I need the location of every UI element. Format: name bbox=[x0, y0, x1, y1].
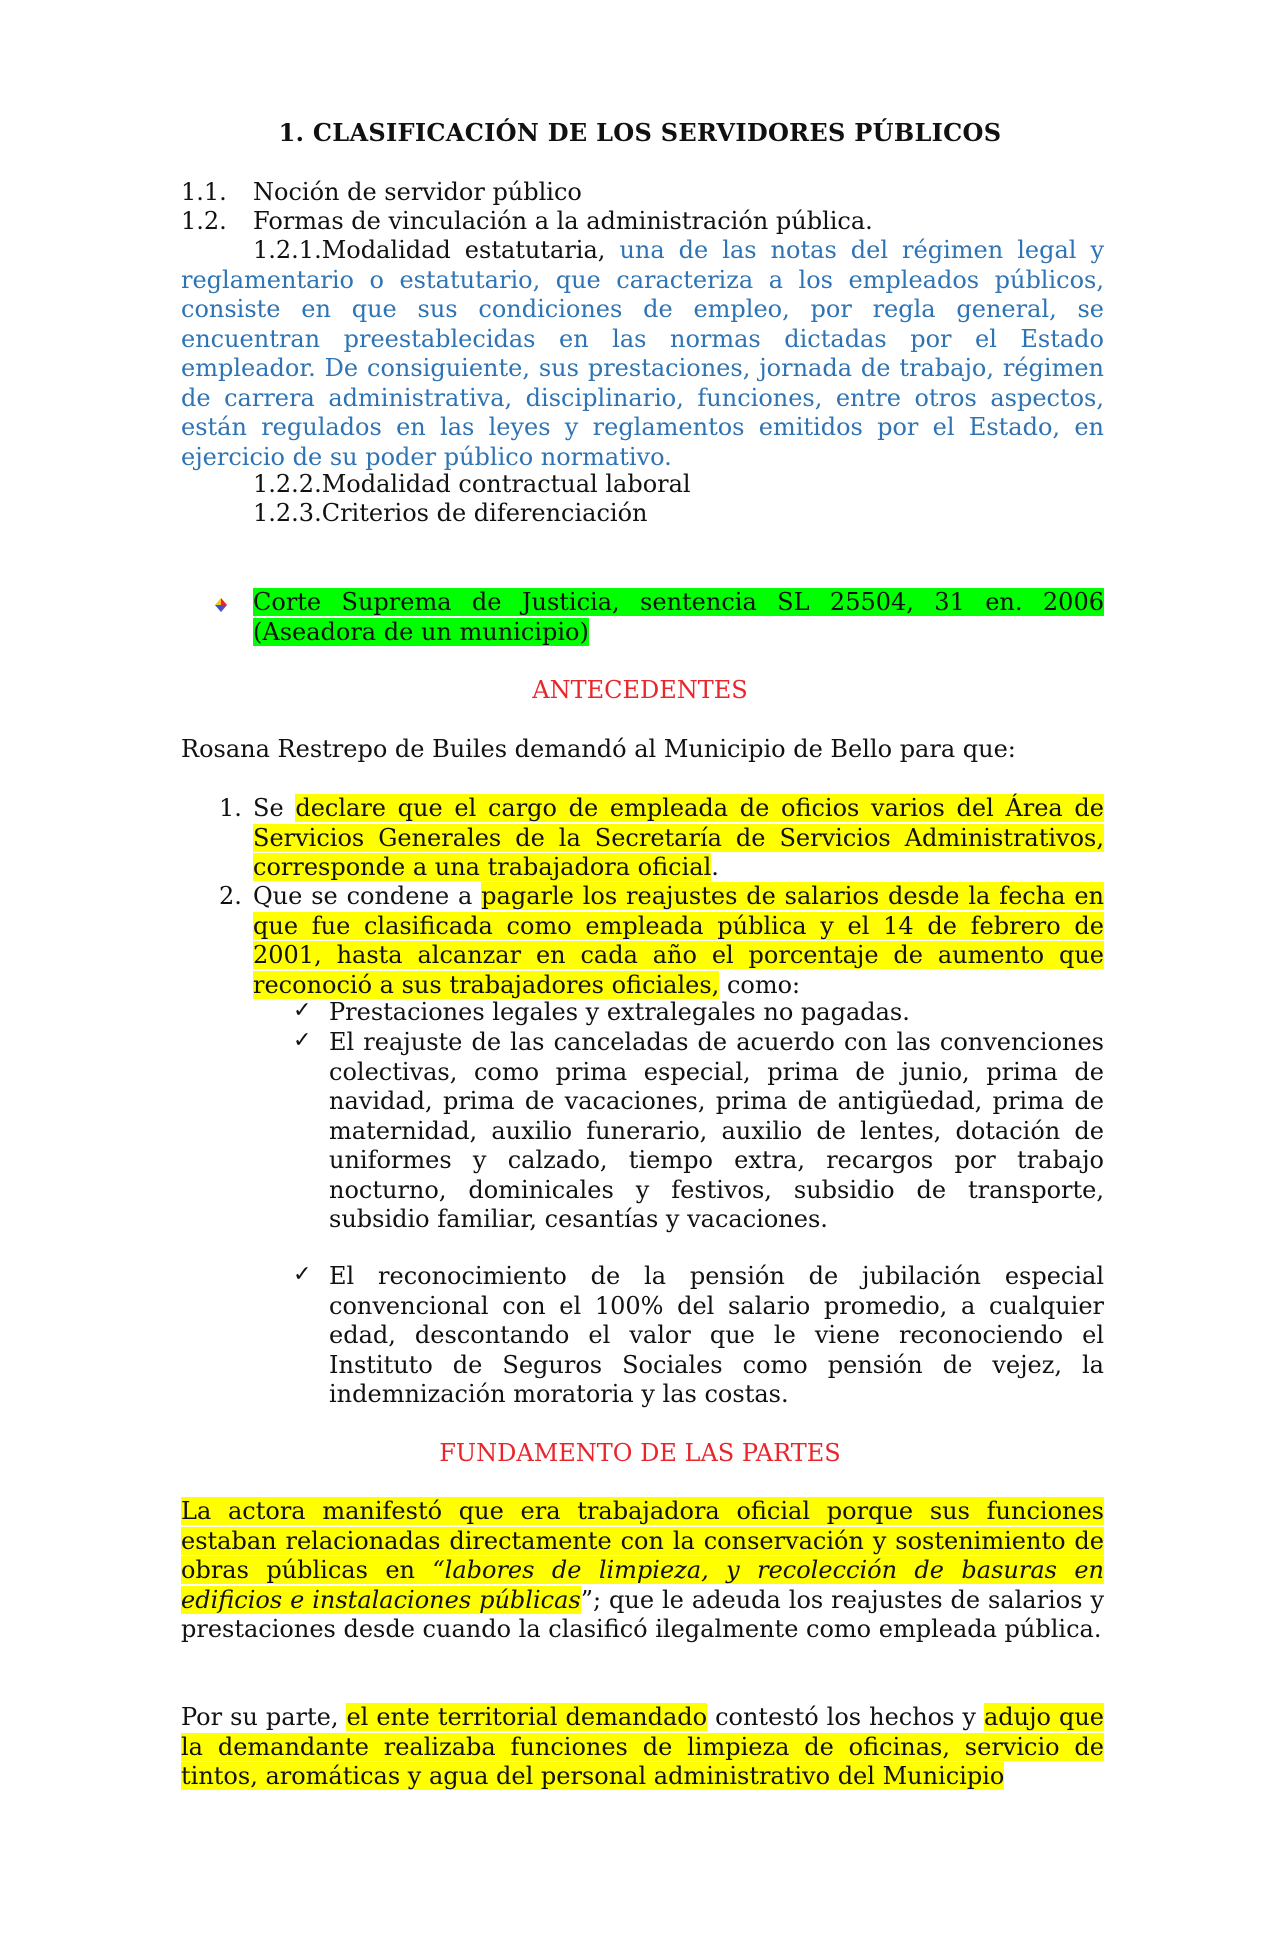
paragraph-pre: Por su parte, bbox=[181, 1703, 347, 1731]
paragraph-highlight: adujo que la demandante realizaba funciones de limpieza de oficinas, servicio de tintos, aromáticas y agua del personal administrativo del Municipio bbox=[181, 1703, 1104, 1790]
section-heading-antecedentes: ANTECEDENTES bbox=[532, 676, 748, 704]
outline-item-1-2-1 bbox=[181, 236, 1104, 472]
claim-pre: Que se condene a bbox=[253, 882, 482, 910]
list-number: 2. bbox=[219, 882, 242, 910]
outline-number: 1.2.3. bbox=[253, 499, 322, 527]
outline-item-1-1-text: Noción de servidor público bbox=[253, 178, 582, 206]
page-title: 1. CLASIFICACIÓN DE LOS SERVIDORES PÚBLICOS bbox=[278, 118, 1002, 147]
paragraph-mid: contestó los hechos y bbox=[707, 1703, 984, 1731]
outline-item-1-2-text: Formas de vinculación a la administración pública. bbox=[253, 207, 873, 235]
check-item: El reajuste de las canceladas de acuerdo con las convenciones colectivas, como prima especial, prima de junio, prima de navidad, prima de vacaciones, prima de antigüedad, prima de maternidad, auxilio funerario, auxilio de lentes, dotación de uniformes y calzado, tiempo extra, recargos por trabajo nocturno, dominicales y festivos, subsidio de transporte, subsidio familiar, cesantías y vacaciones. bbox=[329, 1028, 1104, 1233]
case-citation bbox=[253, 588, 1104, 647]
claim-post: . bbox=[711, 853, 719, 881]
claim-highlight: pagarle los reajustes de salarios desde la fecha en que fue clasificada como empleada pública y el 14 de febrero de 2001, hasta alcanzar en cada año el porcentaje de aumento que reconoció a sus trabajadores oficiales, bbox=[253, 882, 1104, 999]
outline-item-1-2-3 bbox=[253, 499, 648, 529]
case-citation-text: Corte Suprema de Justicia, sentencia SL 25504, 31 en. 2006 (Aseadora de un municipio) bbox=[253, 588, 1104, 646]
paragraph-demandado bbox=[181, 1703, 1104, 1792]
outline-number: 1.1. bbox=[181, 178, 227, 206]
outline-item-1-2 bbox=[181, 207, 227, 237]
outline-text: Criterios de diferenciación bbox=[321, 499, 648, 527]
list-number: 1. bbox=[219, 794, 242, 822]
outline-item-1-2-2 bbox=[253, 470, 691, 500]
check-item: Prestaciones legales y extralegales no pagadas. bbox=[329, 998, 910, 1026]
colored-diamond-bullet-icon bbox=[213, 597, 229, 613]
claim-pre: Se bbox=[253, 794, 296, 822]
checkmark-icon: ✓ bbox=[293, 1262, 312, 1287]
paragraph-highlight: el ente territorial demandado bbox=[346, 1703, 708, 1731]
outline-text: Modalidad contractual laboral bbox=[321, 470, 691, 498]
antecedentes-intro: Rosana Restrepo de Builes demandó al Municipio de Bello para que: bbox=[181, 735, 1016, 763]
paragraph-rest: ”; que le adeuda los reajustes de salarios y prestaciones desde cuando la clasificó ilegalmente como empleada pública. bbox=[181, 1585, 1104, 1643]
outline-lead: Modalidad estatutaria, bbox=[321, 236, 620, 264]
claim-highlight: declare que el cargo de empleada de oficios varios del Área de Servicios Generales de la Secretaría de Servicios Administrativos, corresponde a una trabajadora oficial bbox=[253, 794, 1104, 881]
section-heading-fundamento: FUNDAMENTO DE LAS PARTES bbox=[439, 1439, 841, 1467]
statutory-definition: una de las notas del régimen legal y reglamentario o estatutario, que caracteriza a los empleados públicos, consiste en que sus condiciones de empleo, por regla general, se encuentran preestablecidas en las normas dictadas por el Estado empleador. De consiguiente, sus prestaciones, jornada de trabajo, régimen de carrera administrativa, disciplinario, funciones, entre otros aspectos, están regulados en las leyes y reglamentos emitidos por el Estado, en ejercicio de su poder público normativo. bbox=[181, 236, 1104, 471]
claim-item-1 bbox=[253, 794, 1104, 883]
check-item: El reconocimiento de la pensión de jubilación especial convencional con el 100% del salario promedio, a cualquier edad, descontando el valor que le viene reconociendo el Instituto de Seguros Sociales como pensión de vejez, la indemnización moratoria y las costas. bbox=[329, 1262, 1104, 1408]
outline-number: 1.2.2. bbox=[253, 470, 322, 498]
claim-post: como: bbox=[719, 970, 801, 999]
paragraph-highlight: La actora manifestó que era trabajadora oficial porque sus funciones estaban relacionadas directamente con la conservación y sostenimiento de obras públicas en bbox=[181, 1497, 1104, 1584]
quoted-highlight: “labores de limpieza, y recolección de basuras en edificios e instalaciones públicas bbox=[181, 1556, 1105, 1614]
outline-number: 1.2.1. bbox=[253, 236, 322, 264]
outline-item-1-1 bbox=[181, 178, 227, 208]
paragraph-actora bbox=[181, 1497, 1104, 1645]
claim-item-2 bbox=[253, 882, 1104, 1000]
outline-number: 1.2. bbox=[181, 207, 227, 235]
checkmark-icon: ✓ bbox=[293, 998, 312, 1023]
checkmark-icon: ✓ bbox=[293, 1028, 312, 1053]
